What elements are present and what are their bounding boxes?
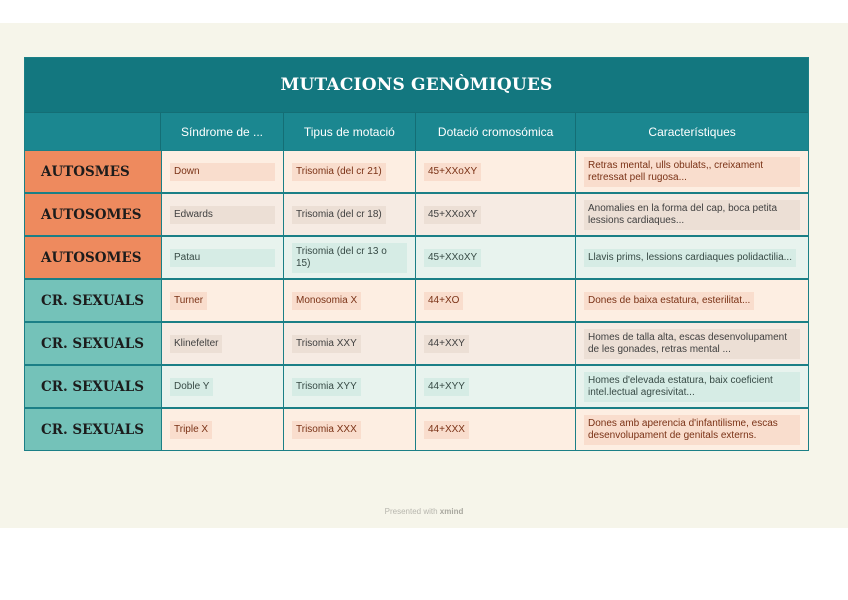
table-row [25, 321, 808, 364]
type-cell [283, 409, 415, 450]
type-value: Trisomia (del cr 21) [292, 163, 386, 181]
syndrome-value: Patau [170, 249, 275, 267]
features-value: Homes d'elevada estatura, baix coeficient intel.lectual agresivitat... [584, 372, 800, 402]
features-value: Dones de baixa estatura, esterilitat... [584, 292, 754, 310]
category-cell: AUTOSOMES [25, 237, 161, 278]
type-cell [283, 366, 415, 407]
syndrome-value: Turner [170, 292, 207, 310]
syndrome-cell [161, 323, 283, 364]
footer-prefix: Presented with [384, 507, 438, 516]
type-cell [283, 194, 415, 235]
dotation-cell [415, 280, 575, 321]
type-value: Trisomia XYY [292, 378, 361, 396]
type-cell [283, 151, 415, 192]
features-cell [575, 323, 808, 364]
type-cell [283, 237, 415, 278]
table-row [25, 235, 808, 278]
header-syndrome: Síndrome de ... [160, 113, 282, 150]
table-row [25, 407, 808, 450]
syndrome-cell [161, 366, 283, 407]
dotation-value: 44+XYY [424, 378, 469, 396]
syndrome-value: Doble Y [170, 378, 213, 396]
dotation-cell [415, 323, 575, 364]
dotation-value: 44+XXX [424, 421, 469, 439]
features-value: Dones amb aperencia d'infantilisme, escas desenvolupament de genitals externs. [584, 415, 800, 445]
syndrome-cell [161, 409, 283, 450]
features-value: Homes de talla alta, escas desenvolupament de les gonades, retras mental ... [584, 329, 800, 359]
type-value: Trisomia XXX [292, 421, 361, 439]
features-value: Retras mental, ulls obulats,, creixament retressat pell rugosa... [584, 157, 800, 187]
features-cell [575, 280, 808, 321]
features-cell [575, 366, 808, 407]
type-value: Monosomia X [292, 292, 361, 310]
dotation-value: 45+XXoXY [424, 206, 481, 224]
dotation-cell [415, 366, 575, 407]
category-cell: AUTOSOMES [25, 194, 161, 235]
category-cell: CR. SEXUALS [25, 280, 161, 321]
dotation-value: 45+XXoXY [424, 163, 481, 181]
table-row [25, 150, 808, 192]
category-cell: CR. SEXUALS [25, 409, 161, 450]
syndrome-value: Down [170, 163, 275, 181]
category-cell: AUTOSMES [25, 151, 161, 192]
dotation-cell [415, 194, 575, 235]
dotation-value: 44+XO [424, 292, 463, 310]
header-row [25, 112, 808, 150]
syndrome-value: Klinefelter [170, 335, 222, 353]
table-row [25, 192, 808, 235]
type-cell [283, 280, 415, 321]
table-row [25, 364, 808, 407]
dotation-cell [415, 409, 575, 450]
header-dotation: Dotació cromosómica [415, 113, 575, 150]
features-value: Llavis prims, lessions cardiaques polidactilia... [584, 249, 796, 267]
dotation-value: 45+XXoXY [424, 249, 481, 267]
syndrome-value: Triple X [170, 421, 212, 439]
header-features: Característiques [575, 113, 808, 150]
dotation-cell [415, 237, 575, 278]
header-type: Tipus de motació [283, 113, 415, 150]
syndrome-cell [161, 151, 283, 192]
type-cell [283, 323, 415, 364]
category-cell: CR. SEXUALS [25, 366, 161, 407]
syndrome-value: Edwards [170, 206, 275, 224]
features-cell [575, 151, 808, 192]
footer-brand: xmind [439, 507, 464, 516]
features-cell [575, 409, 808, 450]
features-cell [575, 194, 808, 235]
syndrome-cell [161, 237, 283, 278]
type-value: Trisomia (del cr 13 o 15) [292, 243, 407, 273]
table-row [25, 278, 808, 321]
table-title: MUTACIONS GENÒMIQUES [25, 58, 808, 112]
syndrome-cell [161, 280, 283, 321]
features-cell [575, 237, 808, 278]
features-value: Anomalies en la forma del cap, boca petita lessions cardiaques... [584, 200, 800, 230]
header-category [25, 113, 160, 150]
footer-credit [0, 507, 848, 516]
category-cell: CR. SEXUALS [25, 323, 161, 364]
type-value: Trisomia XXY [292, 335, 361, 353]
dotation-cell [415, 151, 575, 192]
syndrome-cell [161, 194, 283, 235]
mutations-table [24, 57, 809, 451]
dotation-value: 44+XXY [424, 335, 469, 353]
type-value: Trisomia (del cr 18) [292, 206, 386, 224]
